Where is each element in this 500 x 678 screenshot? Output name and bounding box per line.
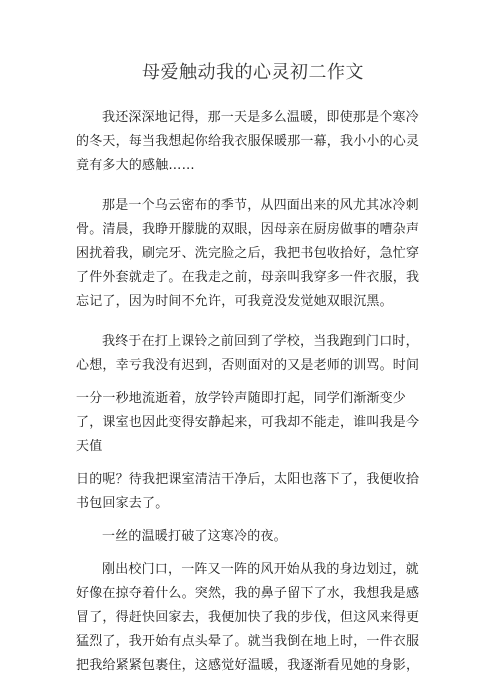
paragraph-6: 一丝的温暖打破了这寒冷的夜。 <box>102 529 287 544</box>
paragraph-5: 日的呢？待我把课室清洁干净后，太阳也落下了，我便收拾书包回家去了。 <box>76 472 420 511</box>
page-title: 母爱触动我的心灵初二作文 <box>142 62 364 83</box>
paragraph-2: 那是一个乌云密布的季节，从四面出来的风尤其冰冷刺骨。清晨，我睁开朦胧的双眼，因母亲在厨房做事的嘈杂声困扰着我，刷完牙、洗完脸之后，我把书包收拾好，急忙穿了件外套就走了。在我走之前，母亲叫我穿多一件衣服，我忘记了，因为时间不允许，可我竟没发觉她双眼沉黑。 <box>76 198 420 309</box>
paragraph-3: 我终于在打上课铃之前回到了学校，当我跑到门口时，心想，幸亏我没有迟到，否则面对的又是老师的训骂。时间 <box>76 334 420 373</box>
paragraph-1: 我还深深地记得，那一天是多么温暖，即使那是个寒冷的冬天，每当我想起你给我衣服保暖那一幕，我小小的心灵竟有多大的感触…… <box>76 110 420 173</box>
paragraph-4: 一分一秒地流逝着，放学铃声随即打起，同学们渐渐变少了，课室也因此变得安静起来，可我却不能走，谁叫我是今天值 <box>76 391 420 454</box>
paragraph-7: 刚出校门口，一阵又一阵的风开始从我的身边划过，就好像在掠夺着什么。突然，我的鼻子留下了水，我想我是感冒了，得赶快回家去，我便加快了我的步伐，但这风来得更猛烈了，我开始有点头晕了。就当我倒在地上时，一件衣服把我给紧紧包裹住，这感觉好温暖，我逐渐看见她的身影， <box>76 562 420 673</box>
